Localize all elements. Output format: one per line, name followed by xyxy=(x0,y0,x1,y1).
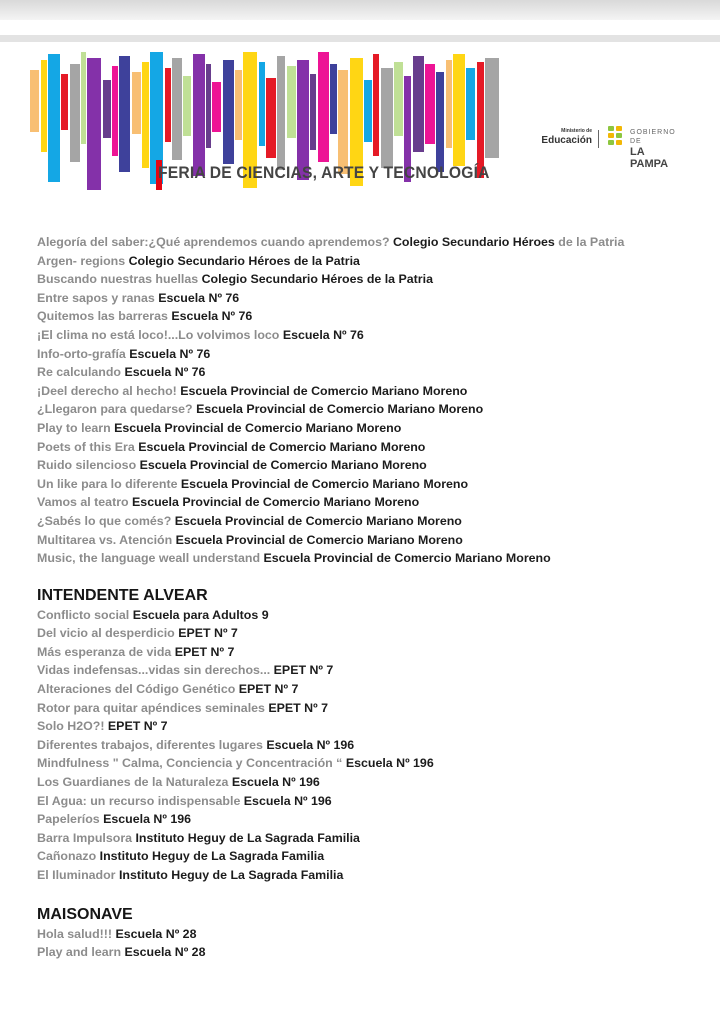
book-spine xyxy=(61,74,68,130)
school-name: Escuela Nº 196 xyxy=(266,737,355,752)
school-name: Escuela para Adultos 9 xyxy=(132,607,269,622)
school-name: Escuela Provincial de Comercio Mariano Moreno xyxy=(175,532,463,547)
project-title: ¿Sabés lo que comés? xyxy=(37,513,172,528)
school-name: Escuela Provincial de Comercio Mariano Moreno xyxy=(180,476,469,491)
ministry-label-small: Ministerio de xyxy=(561,128,592,134)
list-item xyxy=(37,252,717,271)
project-title: Cañonazo xyxy=(37,849,97,864)
section-maisonave xyxy=(37,905,717,962)
book-spine xyxy=(381,68,393,168)
ministry-logo xyxy=(532,128,592,147)
project-title: Multitarea vs. Atención xyxy=(37,532,173,547)
project-title-tail: de la Patria xyxy=(558,235,625,249)
project-title: Diferentes trabajos, diferentes lugares xyxy=(37,737,263,752)
project-title: El Agua: un recurso indispensable xyxy=(37,793,241,808)
school-name: Escuela Provincial de Comercio Mariano Moreno xyxy=(132,495,420,510)
book-spine xyxy=(70,64,80,162)
project-title: Barra Impulsora xyxy=(37,830,133,845)
list-item xyxy=(37,400,717,419)
ministry-label: Educación xyxy=(541,135,592,146)
list-item xyxy=(37,736,717,755)
book-spine xyxy=(466,68,475,140)
book-spine xyxy=(310,74,316,150)
book-spine xyxy=(338,70,348,174)
project-title: Solo H2O?! xyxy=(37,719,105,734)
fair-title: FERIA DE CIENCIAS, ARTE Y TECNOLOGÍA xyxy=(158,163,490,182)
project-title: Re calculando xyxy=(37,365,122,380)
list-item xyxy=(37,699,717,718)
logo-separator xyxy=(598,130,599,148)
school-name: EPET Nº 7 xyxy=(238,682,299,697)
book-spine xyxy=(193,54,205,176)
section-heading: INTENDENTE ALVEAR xyxy=(37,586,208,604)
school-name: Escuela Nº 76 xyxy=(129,346,211,361)
project-title: ¡El clima no está loco!...Lo volvimos loco xyxy=(37,327,280,342)
government-label-small: GOBIERNO DE xyxy=(630,129,676,145)
project-title: Los Guardianes de la Naturaleza xyxy=(37,775,229,790)
list-item xyxy=(37,326,717,345)
project-title: Music, the language weall understand xyxy=(37,551,261,566)
project-title: El Iluminador xyxy=(37,868,116,882)
top-divider xyxy=(0,35,720,42)
project-title: Del vicio al desperdicio xyxy=(37,626,175,641)
list-item xyxy=(37,493,717,512)
list-item xyxy=(37,943,717,962)
list-item xyxy=(37,419,717,438)
project-title: Quitemos las barreras xyxy=(37,309,168,324)
list-item xyxy=(37,289,717,308)
project-title: Alteraciones del Código Genético xyxy=(37,682,236,697)
project-title: ¡Deel derecho al hecho! xyxy=(37,383,177,398)
school-name: EPET Nº 7 xyxy=(273,663,334,678)
school-name: EPET Nº 7 xyxy=(178,626,238,641)
government-label: LA PAMPA xyxy=(630,146,669,170)
list-item xyxy=(37,717,717,736)
school-name: Escuela Nº 28 xyxy=(124,945,206,960)
school-name: Escuela Nº 76 xyxy=(282,327,364,342)
school-name: Escuela Nº 76 xyxy=(171,309,253,324)
list-item xyxy=(37,382,717,401)
school-name: Colegio Secundario Héroes de la Patria xyxy=(201,272,433,287)
book-spine xyxy=(413,56,424,152)
school-name: Escuela Nº 196 xyxy=(231,775,320,790)
list-item xyxy=(37,847,717,866)
project-title: Vidas indefensas...vidas sin derechos... xyxy=(37,663,274,678)
book-spine xyxy=(112,66,118,156)
list-item xyxy=(37,475,717,494)
list-item xyxy=(37,233,717,252)
book-spine xyxy=(119,56,130,172)
school-name: Instituto Heguy de La Sagrada Familia xyxy=(99,849,325,864)
la-pampa-emblem-icon xyxy=(606,124,626,150)
list-item xyxy=(37,792,717,811)
section-intendente-alvear xyxy=(37,586,717,885)
project-title: Hola salud!!! xyxy=(37,926,116,941)
project-title: Play and learn xyxy=(37,945,122,960)
school-name: Escuela Provincial de Comercio Mariano Moreno xyxy=(139,458,427,473)
school-name: Escuela Provincial de Comercio Mariano Moreno xyxy=(180,383,468,398)
school-name: Instituto Heguy de La Sagrada Familia xyxy=(135,830,360,845)
list-item xyxy=(37,606,717,625)
project-title: Buscando nuestras huellas xyxy=(37,272,199,287)
list-item xyxy=(37,829,717,848)
school-name: Escuela Nº 76 xyxy=(158,290,240,305)
list-item xyxy=(37,754,717,773)
book-spine xyxy=(425,64,435,144)
book-spine xyxy=(41,60,47,152)
school-name: EPET Nº 7 xyxy=(174,644,235,659)
project-title: ¿Llegaron para quedarse? xyxy=(37,402,193,417)
book-spine xyxy=(330,64,337,134)
school-name: Escuela Provincial de Comercio Mariano Moreno xyxy=(263,551,551,566)
section-general xyxy=(37,233,717,568)
project-title: Argen- regions xyxy=(37,253,126,268)
book-spine xyxy=(183,76,191,136)
book-spine xyxy=(394,62,403,136)
book-spine xyxy=(132,72,141,134)
school-name: Escuela Nº 28 xyxy=(115,926,197,941)
section-heading: MAISONAVE xyxy=(37,905,133,923)
project-title: Conflicto social xyxy=(37,607,130,622)
list-item xyxy=(37,512,717,531)
school-name: Colegio Secundario Héroes de la Patria xyxy=(128,253,360,268)
school-name: EPET Nº 7 xyxy=(268,700,328,715)
book-spine xyxy=(287,66,296,138)
list-item xyxy=(37,270,717,289)
list-item xyxy=(37,438,717,457)
school-name: Instituto Heguy de La Sagrada Familia xyxy=(118,868,344,882)
project-title: Papeleríos xyxy=(37,812,100,827)
school-name: Escuela Provincial de Comercio Mariano Moreno xyxy=(174,513,462,528)
project-title: Mindfulness " Calma, Conciencia y Concentración “ xyxy=(37,756,343,771)
book-spine xyxy=(81,52,86,144)
book-spine xyxy=(87,58,101,190)
school-name: Escuela Provincial de Comercio Mariano Moreno xyxy=(196,402,484,417)
book-spine xyxy=(103,80,111,138)
book-spine xyxy=(206,64,211,148)
project-title: Alegoría del saber:¿Qué aprendemos cuando aprendemos? xyxy=(37,235,390,249)
book-spine xyxy=(212,82,221,132)
list-item xyxy=(37,624,717,643)
list-item xyxy=(37,925,717,944)
book-spine xyxy=(223,60,234,164)
book-spine xyxy=(485,58,499,158)
list-item xyxy=(37,307,717,326)
list-item xyxy=(37,773,717,792)
project-title: Poets of this Era xyxy=(37,439,135,454)
list-item xyxy=(37,549,717,568)
book-spine xyxy=(235,70,242,140)
book-spine xyxy=(318,52,329,162)
book-spine xyxy=(165,68,171,142)
school-name: Escuela Provincial de Comercio Mariano Moreno xyxy=(114,420,402,435)
book-spine xyxy=(266,78,276,158)
project-title: Info-orto-grafía xyxy=(37,346,126,361)
list-item xyxy=(37,456,717,475)
school-name: Escuela Nº 76 xyxy=(124,365,206,380)
list-item xyxy=(37,866,717,885)
list-item xyxy=(37,345,717,364)
list-item xyxy=(37,661,717,680)
school-name: Escuela Nº 196 xyxy=(345,756,434,771)
book-spine xyxy=(142,62,149,168)
project-title: Ruido silencioso xyxy=(37,458,137,473)
book-spine xyxy=(477,62,484,178)
project-title: Entre sapos y ranas xyxy=(37,290,155,305)
book-spine xyxy=(277,56,285,170)
project-title: Un like para lo diferente xyxy=(37,476,178,491)
book-spine xyxy=(259,62,265,146)
book-spine xyxy=(364,80,372,142)
government-logo xyxy=(630,128,682,170)
list-item xyxy=(37,680,717,699)
school-name: Colegio Secundario Héroes xyxy=(392,235,555,249)
project-title: Más esperanza de vida xyxy=(37,644,172,659)
book-spine xyxy=(436,72,444,172)
top-shade xyxy=(0,0,720,20)
book-spine xyxy=(446,60,452,148)
list-item xyxy=(37,363,717,382)
book-spine xyxy=(30,70,39,132)
list-item xyxy=(37,643,717,662)
ministry-logos xyxy=(532,128,682,170)
school-name: Escuela Provincial de Comercio Mariano Moreno xyxy=(138,439,426,454)
project-listing xyxy=(37,233,717,962)
book-spine xyxy=(297,60,309,180)
project-title: Vamos al teatro xyxy=(37,495,129,510)
book-spine xyxy=(453,54,465,166)
school-name: EPET Nº 7 xyxy=(107,719,168,734)
book-spine xyxy=(48,54,60,182)
school-name: Escuela Nº 196 xyxy=(243,793,332,808)
list-item xyxy=(37,531,717,550)
list-item xyxy=(37,810,717,829)
project-title: Play to learn xyxy=(37,420,115,435)
school-name: Escuela Nº 196 xyxy=(103,812,192,827)
book-spine xyxy=(172,58,182,160)
book-spine xyxy=(373,54,379,156)
project-title: Rotor para quitar apéndices seminales xyxy=(37,700,269,715)
